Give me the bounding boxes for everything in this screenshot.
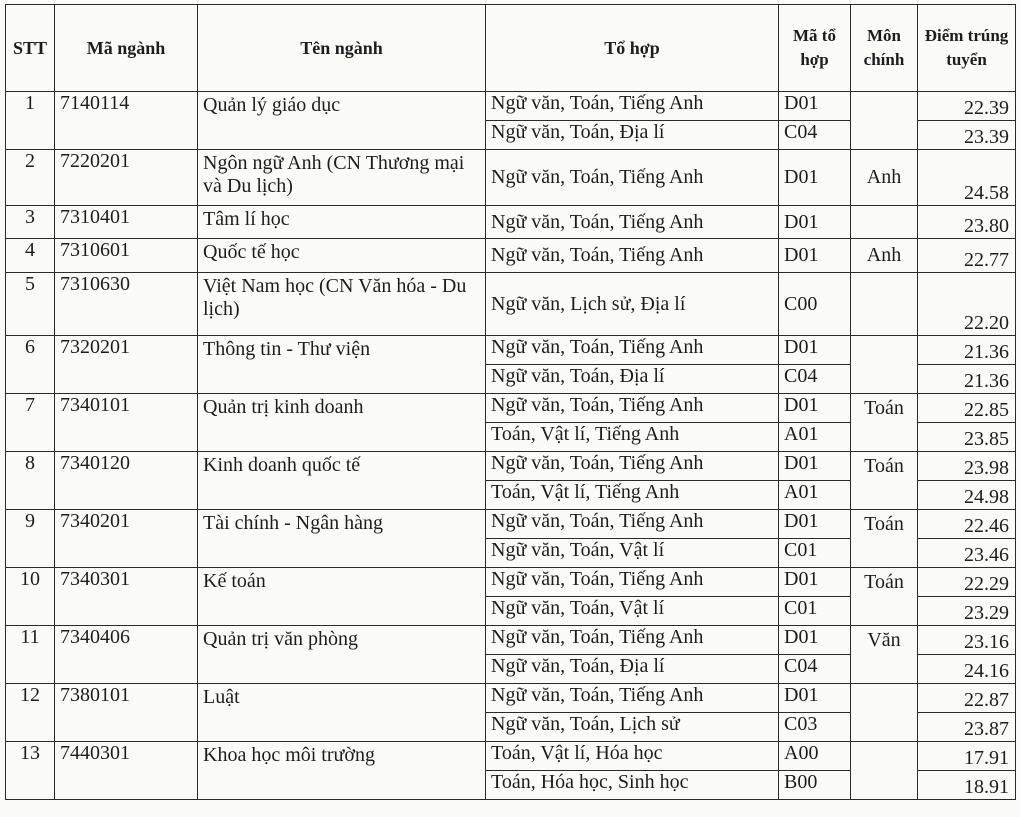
cell-diem: 21.36 bbox=[918, 336, 1016, 365]
cell-ma-nganh: 7340301 bbox=[55, 568, 198, 626]
cell-ma-nganh: 7340406 bbox=[55, 626, 198, 684]
cell-ma-nganh: 7140114 bbox=[55, 92, 198, 150]
cell-diem: 23.98 bbox=[918, 452, 1016, 481]
cell-diem: 24.98 bbox=[918, 481, 1016, 510]
cell-ma-nganh: 7440301 bbox=[55, 742, 198, 800]
cell-ma-to-hop: A01 bbox=[779, 481, 851, 510]
cell-mon-chinh bbox=[851, 206, 918, 239]
cell-diem: 21.36 bbox=[918, 365, 1016, 394]
cell-ma-to-hop: D01 bbox=[779, 336, 851, 365]
cell-diem: 22.39 bbox=[918, 92, 1016, 121]
cell-mon-chinh: Toán bbox=[851, 394, 918, 452]
cell-diem: 22.87 bbox=[918, 684, 1016, 713]
cell-to-hop: Ngữ văn, Toán, Tiếng Anh bbox=[486, 336, 779, 365]
cell-ma-nganh: 7340201 bbox=[55, 510, 198, 568]
cell-ma-to-hop: D01 bbox=[779, 394, 851, 423]
cell-ma-to-hop: D01 bbox=[779, 452, 851, 481]
cell-ma-to-hop: D01 bbox=[779, 239, 851, 273]
cell-mon-chinh bbox=[851, 273, 918, 336]
cell-to-hop: Ngữ văn, Toán, Tiếng Anh bbox=[486, 394, 779, 423]
cell-to-hop: Ngữ văn, Toán, Tiếng Anh bbox=[486, 92, 779, 121]
cell-stt: 4 bbox=[6, 239, 55, 273]
cell-diem: 17.91 bbox=[918, 742, 1016, 771]
cell-ma-nganh: 7310401 bbox=[55, 206, 198, 239]
header-diem: Điểm trúng tuyển bbox=[918, 5, 1016, 92]
cell-stt: 2 bbox=[6, 150, 55, 206]
table-row bbox=[6, 206, 1016, 239]
table-row bbox=[6, 452, 1016, 481]
cell-ten-nganh: Tâm lí học bbox=[198, 206, 486, 239]
cell-ma-to-hop: D01 bbox=[779, 568, 851, 597]
cell-stt: 9 bbox=[6, 510, 55, 568]
cell-diem: 24.58 bbox=[918, 150, 1016, 206]
cell-to-hop: Ngữ văn, Toán, Tiếng Anh bbox=[486, 150, 779, 206]
cell-ma-nganh: 7380101 bbox=[55, 684, 198, 742]
cell-mon-chinh: Toán bbox=[851, 510, 918, 568]
cell-ma-to-hop: B00 bbox=[779, 771, 851, 800]
cell-ma-to-hop: C03 bbox=[779, 713, 851, 742]
header-stt: STT bbox=[6, 5, 55, 92]
cell-ten-nganh: Việt Nam học (CN Văn hóa - Du lịch) bbox=[198, 273, 486, 336]
cell-to-hop: Ngữ văn, Lịch sử, Địa lí bbox=[486, 273, 779, 336]
cell-mon-chinh bbox=[851, 684, 918, 742]
cell-diem: 23.39 bbox=[918, 121, 1016, 150]
cell-ma-to-hop: D01 bbox=[779, 626, 851, 655]
table-row bbox=[6, 568, 1016, 597]
cell-diem: 23.46 bbox=[918, 539, 1016, 568]
cell-ma-to-hop: D01 bbox=[779, 150, 851, 206]
cell-diem: 24.16 bbox=[918, 655, 1016, 684]
header-ten-nganh: Tên ngành bbox=[198, 5, 486, 92]
cell-ten-nganh: Kinh doanh quốc tế bbox=[198, 452, 486, 510]
cell-ten-nganh: Thông tin - Thư viện bbox=[198, 336, 486, 394]
cell-diem: 22.85 bbox=[918, 394, 1016, 423]
table-row bbox=[6, 92, 1016, 121]
cell-ma-nganh: 7340101 bbox=[55, 394, 198, 452]
admission-scores-table bbox=[5, 4, 1016, 800]
cell-stt: 13 bbox=[6, 742, 55, 800]
cell-ten-nganh: Tài chính - Ngân hàng bbox=[198, 510, 486, 568]
header-to-hop: Tổ hợp bbox=[486, 5, 779, 92]
cell-ma-to-hop: D01 bbox=[779, 92, 851, 121]
cell-to-hop: Toán, Vật lí, Tiếng Anh bbox=[486, 481, 779, 510]
cell-diem: 23.87 bbox=[918, 713, 1016, 742]
cell-ma-to-hop: C04 bbox=[779, 121, 851, 150]
cell-to-hop: Ngữ văn, Toán, Địa lí bbox=[486, 365, 779, 394]
cell-ma-to-hop: C00 bbox=[779, 273, 851, 336]
cell-mon-chinh: Anh bbox=[851, 150, 918, 206]
cell-ten-nganh: Kế toán bbox=[198, 568, 486, 626]
cell-to-hop: Ngữ văn, Toán, Địa lí bbox=[486, 655, 779, 684]
cell-ten-nganh: Quản trị kinh doanh bbox=[198, 394, 486, 452]
cell-stt: 1 bbox=[6, 92, 55, 150]
cell-to-hop: Toán, Vật lí, Tiếng Anh bbox=[486, 423, 779, 452]
cell-stt: 3 bbox=[6, 206, 55, 239]
cell-ma-to-hop: C04 bbox=[779, 365, 851, 394]
cell-to-hop: Ngữ văn, Toán, Tiếng Anh bbox=[486, 626, 779, 655]
cell-diem: 22.20 bbox=[918, 273, 1016, 336]
cell-diem: 22.77 bbox=[918, 239, 1016, 273]
cell-to-hop: Toán, Hóa học, Sinh học bbox=[486, 771, 779, 800]
table-row bbox=[6, 239, 1016, 273]
cell-ma-to-hop: D01 bbox=[779, 510, 851, 539]
cell-ma-nganh: 7310601 bbox=[55, 239, 198, 273]
table-row bbox=[6, 273, 1016, 336]
table-row bbox=[6, 742, 1016, 771]
cell-ma-to-hop: C01 bbox=[779, 597, 851, 626]
cell-diem: 23.85 bbox=[918, 423, 1016, 452]
cell-mon-chinh: Toán bbox=[851, 452, 918, 510]
cell-ten-nganh: Quản trị văn phòng bbox=[198, 626, 486, 684]
cell-to-hop: Ngữ văn, Toán, Tiếng Anh bbox=[486, 206, 779, 239]
cell-ten-nganh: Quốc tế học bbox=[198, 239, 486, 273]
table-header-row bbox=[6, 5, 1016, 92]
cell-mon-chinh: Toán bbox=[851, 568, 918, 626]
table-body bbox=[6, 92, 1016, 800]
cell-to-hop: Ngữ văn, Toán, Tiếng Anh bbox=[486, 568, 779, 597]
cell-ten-nganh: Khoa học môi trường bbox=[198, 742, 486, 800]
cell-ten-nganh: Quản lý giáo dục bbox=[198, 92, 486, 150]
cell-ma-to-hop: C01 bbox=[779, 539, 851, 568]
cell-stt: 6 bbox=[6, 336, 55, 394]
cell-diem: 22.29 bbox=[918, 568, 1016, 597]
cell-to-hop: Ngữ văn, Toán, Vật lí bbox=[486, 539, 779, 568]
cell-to-hop: Ngữ văn, Toán, Địa lí bbox=[486, 121, 779, 150]
cell-diem: 22.46 bbox=[918, 510, 1016, 539]
cell-stt: 8 bbox=[6, 452, 55, 510]
cell-ma-nganh: 7320201 bbox=[55, 336, 198, 394]
header-ma-nganh: Mã ngành bbox=[55, 5, 198, 92]
cell-mon-chinh: Anh bbox=[851, 239, 918, 273]
cell-stt: 11 bbox=[6, 626, 55, 684]
cell-to-hop: Ngữ văn, Toán, Tiếng Anh bbox=[486, 239, 779, 273]
cell-mon-chinh bbox=[851, 92, 918, 150]
cell-stt: 5 bbox=[6, 273, 55, 336]
cell-ma-to-hop: D01 bbox=[779, 684, 851, 713]
cell-ma-nganh: 7340120 bbox=[55, 452, 198, 510]
table-row bbox=[6, 336, 1016, 365]
table-row bbox=[6, 150, 1016, 206]
cell-stt: 7 bbox=[6, 394, 55, 452]
cell-ma-nganh: 7220201 bbox=[55, 150, 198, 206]
cell-to-hop: Ngữ văn, Toán, Tiếng Anh bbox=[486, 452, 779, 481]
cell-ma-to-hop: C04 bbox=[779, 655, 851, 684]
header-ma-to-hop: Mã tổ hợp bbox=[779, 5, 851, 92]
cell-ma-to-hop: A01 bbox=[779, 423, 851, 452]
cell-diem: 23.16 bbox=[918, 626, 1016, 655]
cell-to-hop: Ngữ văn, Toán, Tiếng Anh bbox=[486, 684, 779, 713]
cell-stt: 12 bbox=[6, 684, 55, 742]
cell-ma-to-hop: A00 bbox=[779, 742, 851, 771]
table-row bbox=[6, 394, 1016, 423]
cell-diem: 23.29 bbox=[918, 597, 1016, 626]
table-row bbox=[6, 626, 1016, 655]
cell-mon-chinh bbox=[851, 742, 918, 800]
table-row bbox=[6, 510, 1016, 539]
cell-to-hop: Ngữ văn, Toán, Tiếng Anh bbox=[486, 510, 779, 539]
cell-ten-nganh: Luật bbox=[198, 684, 486, 742]
cell-mon-chinh bbox=[851, 336, 918, 394]
cell-mon-chinh: Văn bbox=[851, 626, 918, 684]
header-mon-chinh: Môn chính bbox=[851, 5, 918, 92]
cell-ten-nganh: Ngôn ngữ Anh (CN Thương mại và Du lịch) bbox=[198, 150, 486, 206]
cell-ma-to-hop: D01 bbox=[779, 206, 851, 239]
cell-to-hop: Ngữ văn, Toán, Lịch sử bbox=[486, 713, 779, 742]
cell-to-hop: Ngữ văn, Toán, Vật lí bbox=[486, 597, 779, 626]
cell-diem: 18.91 bbox=[918, 771, 1016, 800]
cell-diem: 23.80 bbox=[918, 206, 1016, 239]
cell-stt: 10 bbox=[6, 568, 55, 626]
table-row bbox=[6, 684, 1016, 713]
cell-to-hop: Toán, Vật lí, Hóa học bbox=[486, 742, 779, 771]
cell-ma-nganh: 7310630 bbox=[55, 273, 198, 336]
